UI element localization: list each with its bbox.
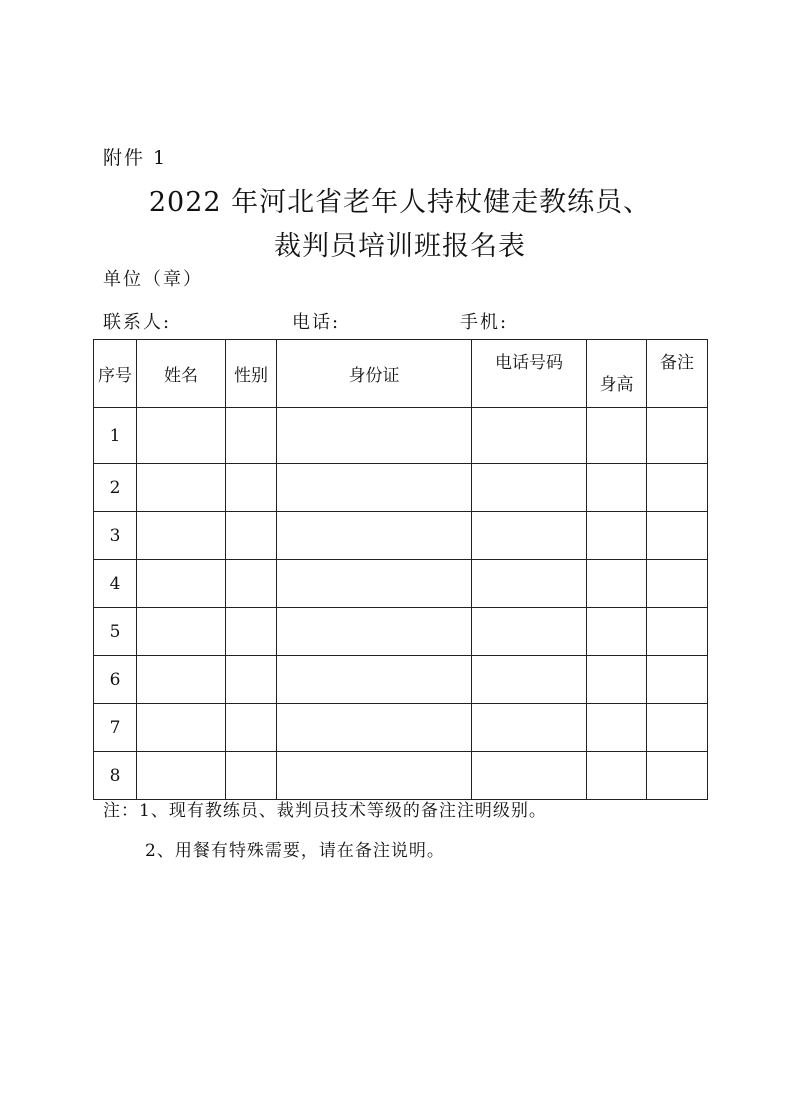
id-card-cell[interactable]	[277, 656, 472, 704]
contact-person-label: 联系人:	[103, 312, 172, 333]
name-cell[interactable]	[137, 704, 226, 752]
note-2: 2、用餐有特殊需要，请在备注说明。	[145, 841, 445, 861]
row-number: 1	[94, 408, 137, 464]
table-row	[94, 752, 708, 800]
remarks-cell[interactable]	[647, 656, 708, 704]
header-cell-height: 身高	[587, 340, 647, 408]
id-card-cell[interactable]	[277, 704, 472, 752]
row-number: 2	[94, 464, 137, 512]
id-card-cell[interactable]	[277, 464, 472, 512]
table-row	[94, 656, 708, 704]
remarks-cell[interactable]	[647, 408, 708, 464]
header-cell-index: 序号	[94, 340, 137, 408]
id-card-cell[interactable]	[277, 512, 472, 560]
table-row	[94, 512, 708, 560]
header-cell-remarks: 备注	[647, 340, 708, 408]
phone-cell[interactable]	[472, 608, 587, 656]
height-cell[interactable]	[587, 560, 647, 608]
remarks-cell[interactable]	[647, 608, 708, 656]
table-row	[94, 704, 708, 752]
phone-cell[interactable]	[472, 408, 587, 464]
phone-cell[interactable]	[472, 752, 587, 800]
phone-cell[interactable]	[472, 704, 587, 752]
name-cell[interactable]	[137, 464, 226, 512]
id-card-cell[interactable]	[277, 752, 472, 800]
phone-cell[interactable]	[472, 512, 587, 560]
row-number: 8	[94, 752, 137, 800]
phone-cell[interactable]	[472, 464, 587, 512]
row-number: 5	[94, 608, 137, 656]
row-number: 6	[94, 656, 137, 704]
registration-table	[93, 339, 708, 800]
note-1: 注：1、现有教练员、裁判员技术等级的备注注明级别。	[103, 801, 547, 821]
height-cell[interactable]	[587, 512, 647, 560]
height-cell[interactable]	[587, 464, 647, 512]
name-cell[interactable]	[137, 512, 226, 560]
row-number: 3	[94, 512, 137, 560]
table-row	[94, 608, 708, 656]
gender-cell[interactable]	[226, 752, 277, 800]
height-cell[interactable]	[587, 656, 647, 704]
document-title-line-2: 裁判员培训班报名表	[274, 231, 526, 262]
header-cell-name: 姓名	[137, 340, 226, 408]
phone-label: 电话:	[292, 312, 341, 333]
remarks-cell[interactable]	[647, 560, 708, 608]
name-cell[interactable]	[137, 408, 226, 464]
height-cell[interactable]	[587, 752, 647, 800]
name-cell[interactable]	[137, 656, 226, 704]
gender-cell[interactable]	[226, 408, 277, 464]
remarks-cell[interactable]	[647, 752, 708, 800]
name-cell[interactable]	[137, 608, 226, 656]
table-header-row	[94, 340, 708, 408]
header-cell-gender: 性别	[226, 340, 277, 408]
mobile-label: 手机:	[460, 312, 509, 333]
table-row	[94, 560, 708, 608]
row-number: 4	[94, 560, 137, 608]
phone-cell[interactable]	[472, 656, 587, 704]
height-cell[interactable]	[587, 704, 647, 752]
row-number: 7	[94, 704, 137, 752]
table-row	[94, 408, 708, 464]
header-cell-id-card: 身份证	[277, 340, 472, 408]
remarks-cell[interactable]	[647, 464, 708, 512]
height-cell[interactable]	[587, 408, 647, 464]
header-cell-phone: 电话号码	[472, 340, 587, 408]
gender-cell[interactable]	[226, 608, 277, 656]
table-row	[94, 464, 708, 512]
unit-label: 单位（章）	[103, 269, 203, 290]
document-title-line-1: 2022 年河北省老年人持杖健走教练员、	[148, 187, 652, 218]
name-cell[interactable]	[137, 752, 226, 800]
height-cell[interactable]	[587, 608, 647, 656]
gender-cell[interactable]	[226, 704, 277, 752]
gender-cell[interactable]	[226, 512, 277, 560]
remarks-cell[interactable]	[647, 704, 708, 752]
id-card-cell[interactable]	[277, 608, 472, 656]
phone-cell[interactable]	[472, 560, 587, 608]
gender-cell[interactable]	[226, 656, 277, 704]
gender-cell[interactable]	[226, 464, 277, 512]
name-cell[interactable]	[137, 560, 226, 608]
id-card-cell[interactable]	[277, 408, 472, 464]
id-card-cell[interactable]	[277, 560, 472, 608]
attachment-label: 附件 1	[103, 147, 168, 169]
gender-cell[interactable]	[226, 560, 277, 608]
remarks-cell[interactable]	[647, 512, 708, 560]
